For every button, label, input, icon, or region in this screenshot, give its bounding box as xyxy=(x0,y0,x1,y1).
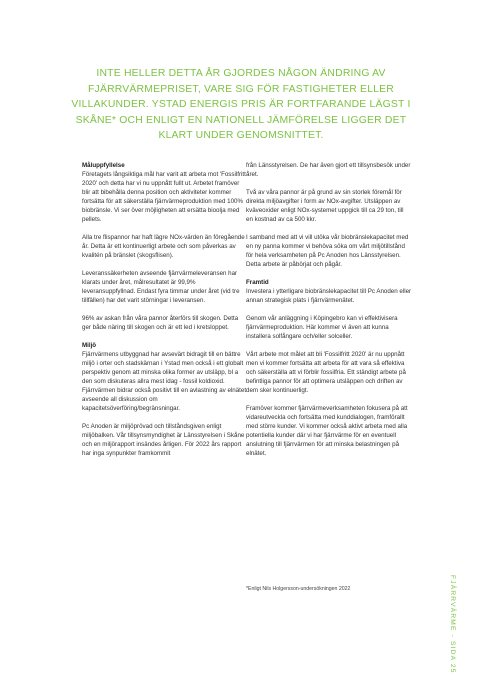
paragraph: Genom vår anläggning i Köpingebro kan vi effektivisera fjärrvärmeproduktion. Här kommer vi även att kunna installera solfångare och/eller solceller. xyxy=(246,315,398,340)
paragraph: Alla tre flispannor har haft lägre NOx-värden än föregående år. Detta är ett kontinuerligt arbete och som påverkas av kvalitén på bränslet (skogsflisen). xyxy=(82,234,245,259)
heading-miljo: Miljö xyxy=(82,342,97,349)
page-side-label: FJÄRRVÄRME - SIDA 25 xyxy=(449,575,456,674)
paragraph: Fjärrvärmens utbyggnad har avsevärt bidragit till en bättre miljö i orter och stadskärnan i Ystad men också i ett globalt perspektiv genom att minska olika former av utsläpp, bl a den som diskuteras allra mest idag - fossil koldioxid. Fjärrvärmen bidrar också positivt till en avlastning av elnätet avseende all diskussion om kapacitetsöverföring/begränsningar. xyxy=(82,351,247,412)
paragraph: Två av våra pannor är på grund av sin storlek föremål för direkta miljöavgifter i form av NOx-avgifter. Utsläppen av kväveoxider enligt NOx-systemet uppgick till ca 29 ton, till en kostnad av ca 500 kkr. xyxy=(246,189,404,223)
heading-framtid: Framtid xyxy=(246,279,269,286)
heading-maluppfyllelse: Måluppfyllelse xyxy=(82,162,125,169)
right-column xyxy=(246,161,412,467)
paragraph: I samband med att vi vill utöka vår biobränslekapacitet med en ny panna kommer vi behöva söka om vårt miljötillstånd för hela verksamheten på Pc Anoden hos Länsstyrelsen. Detta arbete är påbörjat och pågår. xyxy=(246,234,409,268)
paragraph: Pc Anoden är miljöprövad och tillståndsgiven enligt miljöbalken. Vår tillsynsmyndighet är Länsstyrelsen i Skåne och en miljörapport insändes årligen. För 2022 års rapport har inga synpunkter framkommit xyxy=(82,423,245,457)
footnote: *Enligt Nils Holgersson-undersökningen 2022 xyxy=(246,586,351,592)
paragraph: från Länsstyrelsen. De har även gjort ett tillsynsbesök under året. xyxy=(246,162,411,178)
left-column xyxy=(82,161,248,467)
paragraph: Framöver kommer fjärrvärmeverksamheten fokusera på att vidareutveckla och fortsätta med kunddialogen, framförallt med större kunder. Vi kommer också aktivt arbeta med alla potentiella kunder där vi har fjärrvärme för en eventuell anslutning till fjärrvärmen för att minska belastningen på elnätet. xyxy=(246,405,408,457)
paragraph: Leveranssäkerheten avseende fjärrvärmeleveransen har klarats under året, målresultatet är 99,9% leveransuppfyllnad. Endast fyra timmar under året (vid tre tillfällen) har det varit störningar i leveransen. xyxy=(82,270,240,304)
intro-statement: INTE HELLER DETTA ÅR GJORDES NÅGON ÄNDRING AV FJÄRRVÄRMEPRISET, VARE SIG FÖR FASTIGHETER ELLER VILLAKUNDER. YSTAD ENERGIS PRIS ÄR FORTFARANDE LÄGST I SKÅNE* OCH ENLIGT EN NATIONELL JÄMFÖRELSE LIGGER DET KLART UNDER GENOMSNITTET. xyxy=(71,68,411,142)
paragraph: Vårt arbete mot målet att bli 'Fossilfritt 2020' är nu uppnått men vi kommer fortsätta att arbeta för att vara så effektiva och säkerställa att vi förblir fossilfria. Ett ständigt arbete på befintliga pannor för att optimera utsläppen och driften av dem sker kontinuerligt. xyxy=(246,351,406,394)
paragraph: Företagets långsiktiga mål har varit att arbeta mot 'Fossilfritt 2020' och detta har vi nu uppnått fullt ut. Arbetet framöver blir att bibehålla denna position och aktiviteter kommer fortsätta för att säkerställa fjärrvärmeproduktion med 100% biobränsle. Vi ser över möjligheten att ersätta bioolja med pellets. xyxy=(82,171,246,223)
paragraph: 96% av askan från våra pannor återförs till skogen. Detta ger både näring till skogen och är ett led i kretsloppet. xyxy=(82,315,239,331)
paragraph: Investera i ytterligare biobränslekapacitet till Pc Anoden eller annan strategisk plats i fjärrvärmenätet. xyxy=(246,288,412,304)
